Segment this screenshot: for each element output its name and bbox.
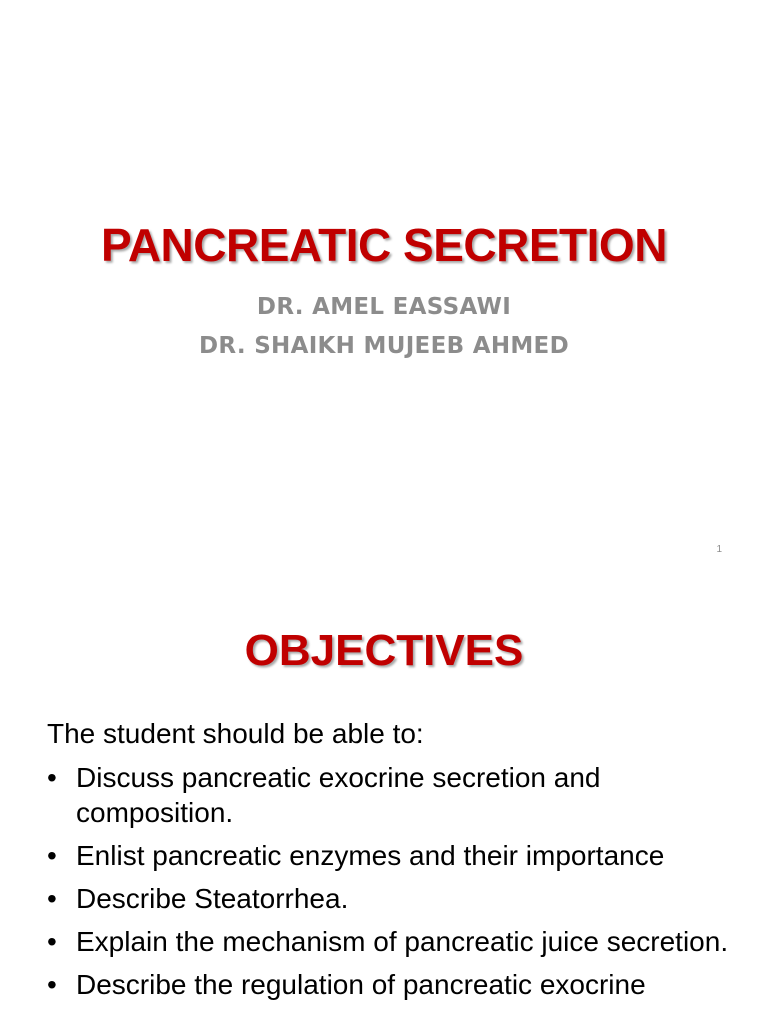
objectives-list xyxy=(47,760,737,1010)
author-name: DR. SHAIKH MUJEEB AHMED xyxy=(199,333,569,359)
objectives-slide xyxy=(0,576,768,1024)
bullet-icon: • xyxy=(47,969,57,1000)
list-item xyxy=(47,924,737,959)
bullet-icon: • xyxy=(47,883,57,914)
bullet-icon: • xyxy=(47,926,57,957)
objective-text: Describe Steatorrhea. xyxy=(76,883,349,914)
objective-text: Describe the regulation of pancreatic exocrine xyxy=(76,969,646,1000)
objective-text: Discuss pancreatic exocrine secretion and composition. xyxy=(76,762,601,828)
bullet-icon: • xyxy=(47,840,57,871)
page-number: 1 xyxy=(716,544,722,555)
bullet-icon: • xyxy=(47,762,57,793)
list-item xyxy=(47,838,737,873)
list-item xyxy=(47,967,737,1002)
objectives-intro: The student should be able to: xyxy=(47,718,424,749)
slide-title: PANCREATIC SECRETION xyxy=(101,219,667,271)
slide-title: OBJECTIVES xyxy=(244,626,524,675)
author-name: DR. AMEL EASSAWI xyxy=(256,294,512,320)
list-item xyxy=(47,760,737,830)
objective-text: Explain the mechanism of pancreatic juice secretion. xyxy=(76,926,729,957)
list-item xyxy=(47,881,737,916)
objective-text: Enlist pancreatic enzymes and their importance xyxy=(76,840,665,871)
